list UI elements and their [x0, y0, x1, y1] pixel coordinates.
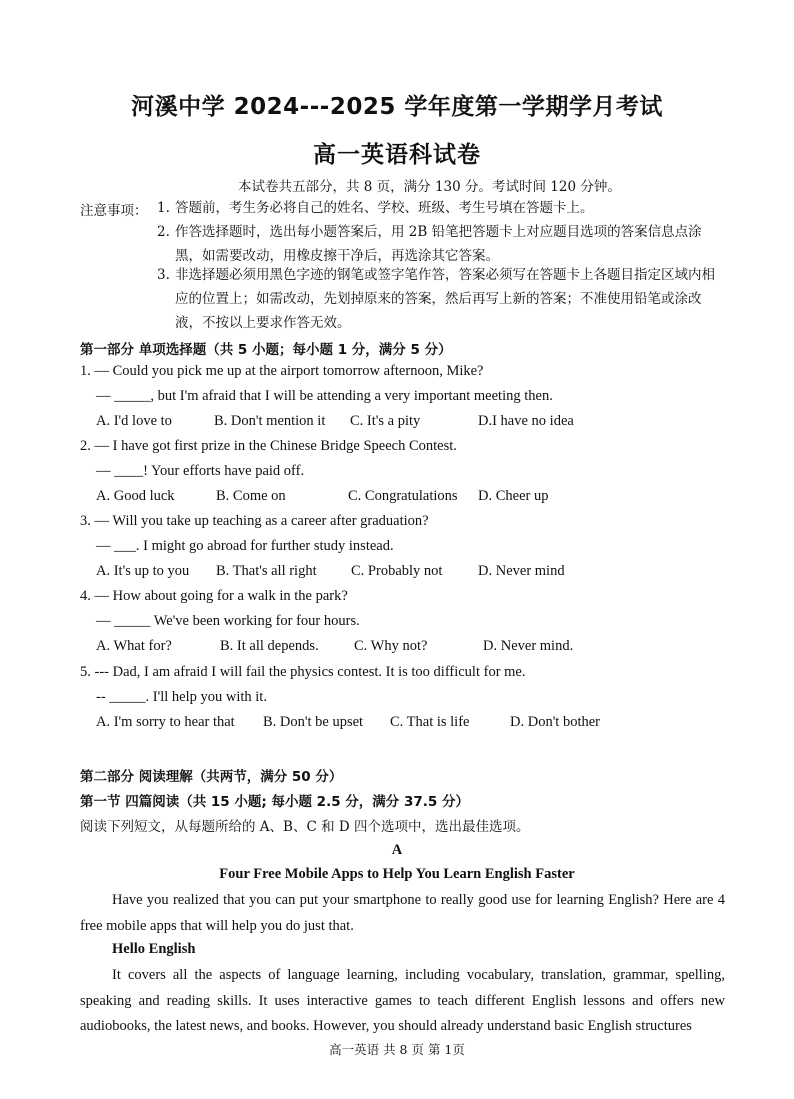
option-d: D. Don't bother [510, 714, 601, 730]
note-number: 1. [157, 200, 170, 216]
note-item [157, 220, 727, 268]
option-a: A. It's up to you [96, 563, 190, 579]
note-number: 2. [157, 224, 170, 240]
exam-title: 河溪中学 2024---2025 学年度第一学期学月考试 [131, 94, 663, 120]
question-options [96, 488, 716, 508]
passage-paragraph: Have you realized that you can put your smartphone to really good use for learning English? Here are 4 free mobile apps that will help you do just that. [80, 892, 725, 934]
note-text: 作答选择题时，选出每小题答案后，用 2B 铅笔把答题卡上对应题目选项的答案信息点涂黑，如需要改动，用橡皮擦干净后，再选涂其它答案。 [175, 224, 702, 264]
option-b: B. It all depends. [220, 638, 319, 654]
question-options [96, 714, 716, 734]
option-c: C. Congratulations [348, 488, 458, 504]
note-text: 答题前，考生务必将自己的姓名、学校、班级、考生号填在答题卡上。 [175, 200, 594, 216]
app-subheading: Hello English [112, 941, 196, 957]
question-response: — _____ We've been working for four hours. [96, 613, 360, 629]
question-text: 3. — Will you take up teaching as a career after graduation? [80, 513, 429, 529]
question-text: 2. — I have got first prize in the Chinese Bridge Speech Contest. [80, 438, 457, 454]
passage-paragraph: It covers all the aspects of language learning, including vocabulary, translation, grammar, spelling, speaking and reading skills. It uses interactive games to teach different English lessons and offers new audiobooks, the latest news, and books. However, you should already understand basic English structures [80, 967, 725, 1034]
page-footer: 高一英语 共 8 页 第 1页 [329, 1042, 465, 1057]
question-options [96, 563, 716, 583]
option-c: C. Why not? [354, 638, 428, 654]
option-c: C. Probably not [351, 563, 443, 579]
note-number: 3. [157, 267, 170, 283]
question-text: 5. --- Dad, I am afraid I will fail the physics contest. It is too difficult for me. [80, 664, 526, 680]
question-text: 1. — Could you pick me up at the airport tomorrow afternoon, Mike? [80, 363, 484, 379]
passage-letter: A [391, 842, 403, 858]
question-response: — ___. I might go abroad for further study instead. [96, 538, 394, 554]
option-b: B. That's all right [216, 563, 317, 579]
question-options [96, 413, 716, 433]
option-d: D. Never mind. [483, 638, 574, 654]
option-a: A. What for? [96, 638, 172, 654]
option-b: B. Come on [216, 488, 286, 504]
exam-subtitle: 高一英语科试卷 [313, 142, 481, 168]
option-b: B. Don't mention it [214, 413, 326, 429]
passage-title: Four Free Mobile Apps to Help You Learn English Faster [219, 866, 575, 882]
option-a: A. Good luck [96, 488, 175, 504]
question-text: 4. — How about going for a walk in the park? [80, 588, 348, 604]
option-c: C. It's a pity [350, 413, 421, 429]
option-a: A. I'm sorry to hear that [96, 714, 235, 730]
note-item [157, 196, 727, 220]
note-item [157, 263, 727, 335]
part2-heading: 第二部分 阅读理解（共两节，满分 50 分） [80, 769, 343, 785]
question-response: — ____! Your efforts have paid off. [96, 463, 305, 479]
option-b: B. Don't be upset [263, 714, 364, 730]
question-response: — _____, but I'm afraid that I will be attending a very important meeting then. [96, 388, 553, 404]
option-a: A. I'd love to [96, 413, 172, 429]
option-d: D. Cheer up [478, 488, 549, 504]
notes-label: 注意事项： [80, 203, 148, 219]
note-text: 非选择题必须用黑色字迹的钢笔或签字笔作答，答案必须写在答题卡上各题目指定区域内相应的位置上；如需改动，先划掉原来的答案，然后再写上新的答案；不准使用铅笔或涂改液，不按以上要求作答无效。 [175, 267, 715, 331]
part1-heading: 第一部分 单项选择题（共 5 小题；每小题 1 分，满分 5 分） [80, 342, 452, 358]
question-response: -- _____. I'll help you with it. [96, 689, 267, 705]
section1-heading: 第一节 四篇阅读（共 15 小题; 每小题 2.5 分，满分 37.5 分） [80, 794, 470, 810]
exam-intro: 本试卷共五部分，共 8 页，满分 130 分。考试时间 120 分钟。 [238, 179, 621, 195]
question-options [96, 638, 716, 658]
reading-instruction: 阅读下列短文，从每题所给的 A、B、C 和 D 四个选项中，选出最佳选项。 [80, 819, 530, 835]
option-c: C. That is life [390, 714, 470, 730]
option-d: D.I have no idea [478, 413, 574, 429]
option-d: D. Never mind [478, 563, 565, 579]
